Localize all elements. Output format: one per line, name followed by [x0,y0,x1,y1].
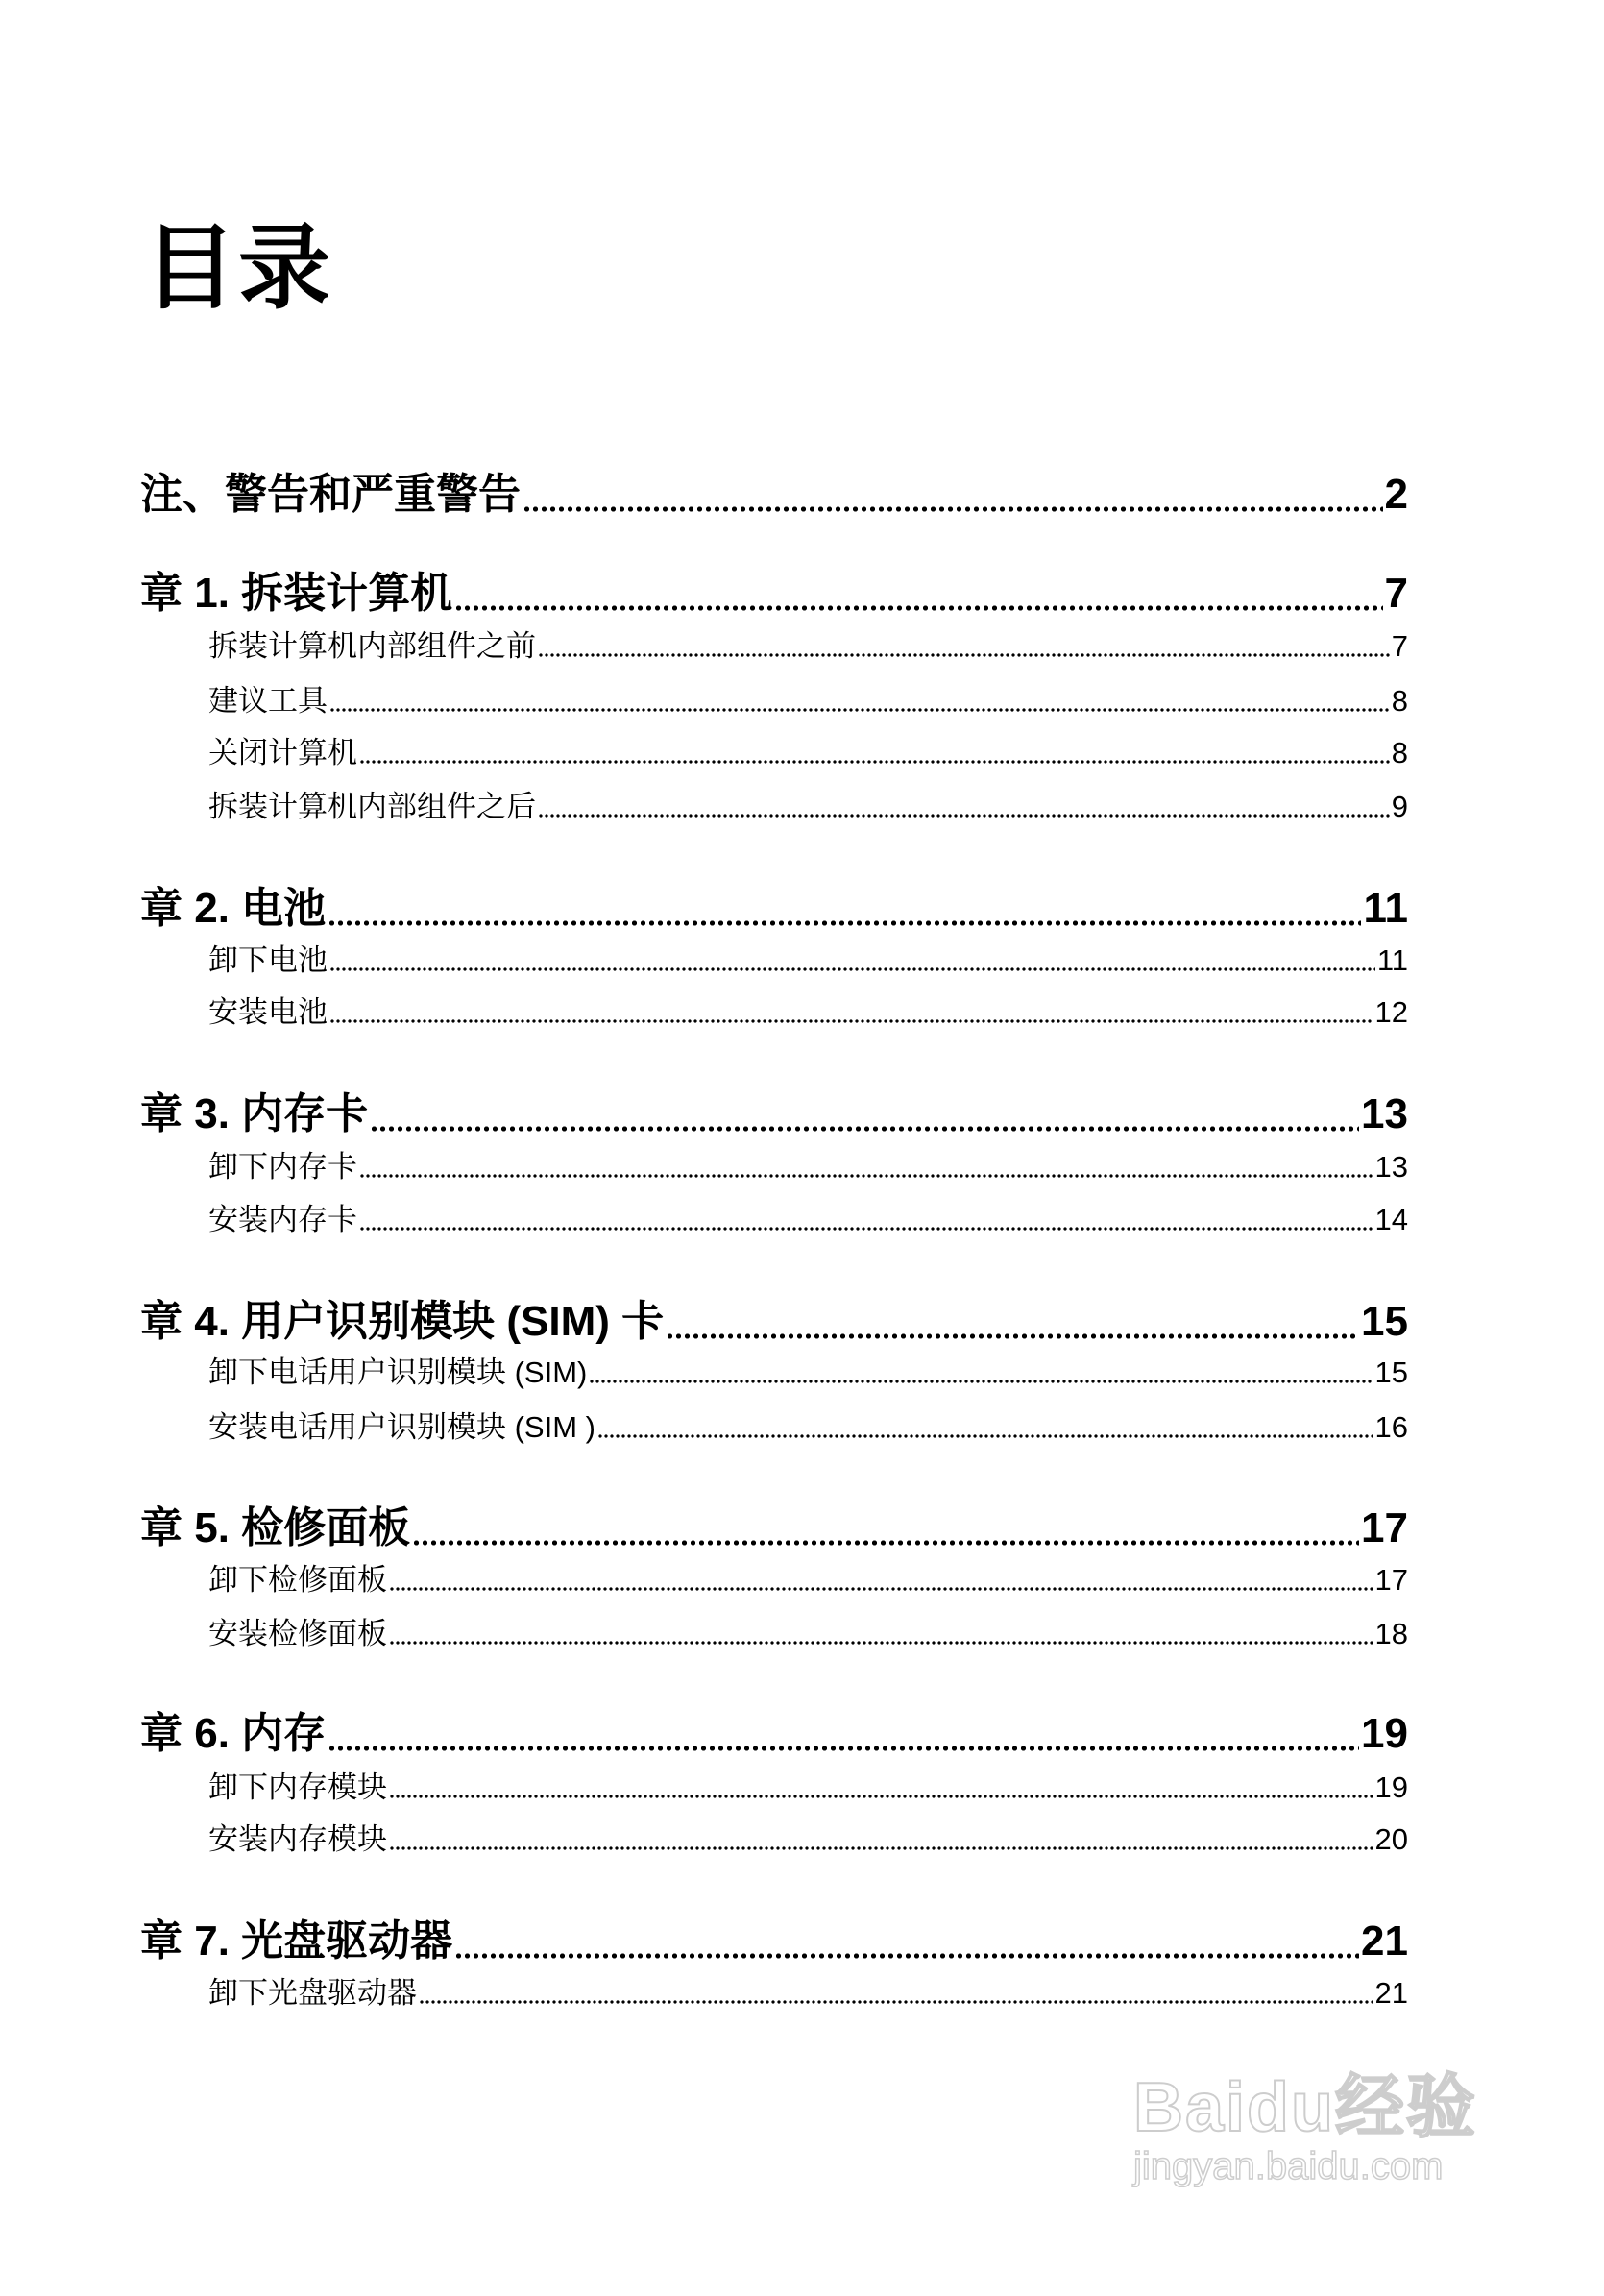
toc-entry-label: 章 3. 内存卡 [140,1089,369,1137]
toc-entry-label: 章 1. 拆装计算机 [140,569,453,617]
toc-section-entry[interactable] [208,1766,1408,1804]
toc-entry-page: 21 [1361,1917,1408,1965]
toc-section-entry[interactable] [208,679,1408,718]
toc-entry-page: 8 [1391,735,1408,769]
toc-section-entry[interactable] [208,624,1408,663]
toc-entry-label: 卸下内存卡 [208,1149,357,1184]
toc-entry-label: 安装电池 [208,994,328,1029]
toc-section-entry[interactable] [208,1612,1408,1650]
toc-chapter-entry[interactable] [140,464,1408,518]
baidu-watermark [1133,2051,1518,2243]
toc-entry-page: 11 [1376,942,1408,977]
toc-entry-label: 安装检修面板 [208,1616,387,1650]
toc-entry-label: 章 7. 光盘驱动器 [140,1917,453,1965]
toc-entry-label: 注、警告和严重警告 [140,470,521,518]
toc-entry-label: 拆装计算机内部组件之前 [208,628,536,663]
watermark-brand: Baidu经验 [1133,2069,1478,2146]
toc-entry-page: 7 [1391,628,1408,663]
toc-entry-page: 13 [1374,1149,1408,1184]
toc-entry-page: 2 [1384,470,1408,518]
toc-entry-label: 卸下电池 [208,942,328,977]
toc-entry-page: 17 [1374,1562,1408,1597]
toc-chapter-entry[interactable] [140,563,1408,617]
toc-entry-label: 拆装计算机内部组件之后 [208,789,536,823]
dot-leader [538,814,1390,818]
toc-entry-page: 11 [1363,884,1408,932]
dot-leader [666,1333,1359,1339]
toc-entry-page: 14 [1374,1202,1408,1236]
dot-leader [523,506,1383,512]
toc-section-entry[interactable] [208,1198,1408,1236]
toc-entry-page: 18 [1374,1616,1408,1650]
toc-entry-label: 安装电话用户识别模块 (SIM ) [208,1409,595,1444]
dot-leader [589,1380,1373,1383]
dot-leader [359,1227,1373,1231]
toc-chapter-entry[interactable] [140,1911,1408,1965]
toc-section-entry[interactable] [208,1971,1408,2010]
dot-leader [359,1174,1373,1178]
toc-section-entry[interactable] [208,1145,1408,1184]
toc-entry-page: 16 [1374,1409,1408,1444]
dot-leader [359,760,1390,764]
dot-leader [412,1540,1359,1546]
toc-chapter-entry[interactable] [140,1498,1408,1551]
dot-leader [389,1641,1373,1645]
dot-leader [389,1846,1373,1850]
dot-leader [454,605,1382,611]
toc-entry-label: 章 5. 检修面板 [140,1503,411,1551]
toc-entry-page: 17 [1361,1503,1408,1551]
toc-section-entry[interactable] [208,1405,1408,1444]
toc-chapter-entry[interactable] [140,878,1408,932]
toc-entry-label: 卸下电话用户识别模块 (SIM) [208,1355,588,1389]
page-title: 目录 [144,217,332,320]
toc-section-entry[interactable] [208,939,1408,977]
toc-entry-page: 21 [1374,1975,1408,2010]
toc-section-entry[interactable] [208,1818,1408,1856]
dot-leader [454,1953,1359,1959]
toc-entry-label: 卸下内存模块 [208,1770,387,1804]
watermark-url: jingyan.baidu.com [1133,2145,1444,2187]
toc-section-entry[interactable] [208,731,1408,769]
toc-entry-page: 12 [1374,994,1408,1029]
toc-entry-page: 19 [1361,1709,1408,1757]
toc-entry-label: 安装内存卡 [208,1202,357,1236]
dot-leader [328,920,1361,926]
toc-section-entry[interactable] [208,1558,1408,1597]
dot-leader [389,1795,1373,1798]
toc-entry-label: 安装内存模块 [208,1821,387,1856]
toc-entry-label: 卸下检修面板 [208,1562,387,1597]
toc-chapter-entry[interactable] [140,1703,1408,1757]
toc-section-entry[interactable] [208,1351,1408,1389]
toc-entry-label: 建议工具 [208,683,328,718]
toc-entry-label: 卸下光盘驱动器 [208,1975,417,2010]
dot-leader [419,2000,1373,2004]
toc-entry-page: 8 [1391,683,1408,718]
toc-entry-page: 20 [1374,1821,1408,1856]
dot-leader [329,1019,1373,1023]
toc-entry-page: 13 [1361,1089,1408,1137]
toc-entry-label: 关闭计算机 [208,735,357,769]
toc-section-entry[interactable] [208,785,1408,823]
toc-entry-page: 15 [1374,1355,1408,1389]
dot-leader [597,1434,1373,1438]
toc-entry-label: 章 4. 用户识别模块 (SIM) 卡 [140,1297,665,1345]
dot-leader [329,708,1390,712]
toc-section-entry[interactable] [208,990,1408,1029]
toc-entry-page: 15 [1361,1297,1408,1345]
dot-leader [370,1126,1359,1132]
toc-chapter-entry[interactable] [140,1084,1408,1137]
dot-leader [538,653,1390,657]
dot-leader [389,1587,1373,1591]
toc-entry-page: 7 [1384,569,1408,617]
dot-leader [328,1746,1359,1751]
toc-entry-label: 章 6. 内存 [140,1709,327,1757]
toc-entry-label: 章 2. 电池 [140,884,327,932]
dot-leader [329,967,1375,971]
toc-chapter-entry[interactable] [140,1291,1408,1345]
toc-entry-page: 19 [1374,1770,1408,1804]
toc-entry-page: 9 [1391,789,1408,823]
